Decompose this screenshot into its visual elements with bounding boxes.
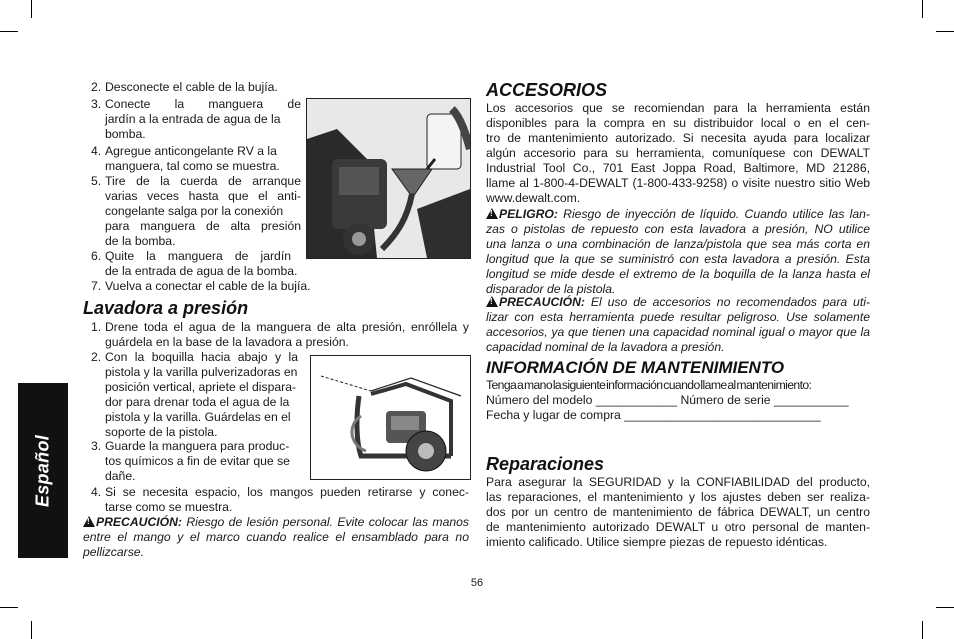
section-heading-reparaciones: Reparaciones xyxy=(486,454,605,474)
warning-triangle-icon xyxy=(83,516,95,527)
crop-mark xyxy=(922,621,923,639)
warning-triangle-icon xyxy=(486,296,498,307)
page-number: 56 xyxy=(470,577,484,589)
section-heading-lavadora: Lavadora a presión xyxy=(83,298,249,318)
frame-handle-illustration xyxy=(310,355,471,480)
language-tab-label: Español xyxy=(32,434,53,508)
section-heading-accesorios: ACCESORIOS xyxy=(486,80,608,100)
crop-mark xyxy=(31,621,32,639)
crop-mark xyxy=(31,0,32,18)
crop-mark xyxy=(936,31,954,32)
crop-mark xyxy=(922,0,923,18)
antifreeze-illustration xyxy=(306,98,471,259)
language-tab xyxy=(18,383,68,558)
warning-triangle-icon xyxy=(486,208,498,219)
crop-mark xyxy=(0,31,18,32)
crop-mark xyxy=(0,607,18,608)
crop-mark xyxy=(936,607,954,608)
section-heading-info: INFORMACIÓN DE MANTENIMIENTO xyxy=(486,358,785,377)
